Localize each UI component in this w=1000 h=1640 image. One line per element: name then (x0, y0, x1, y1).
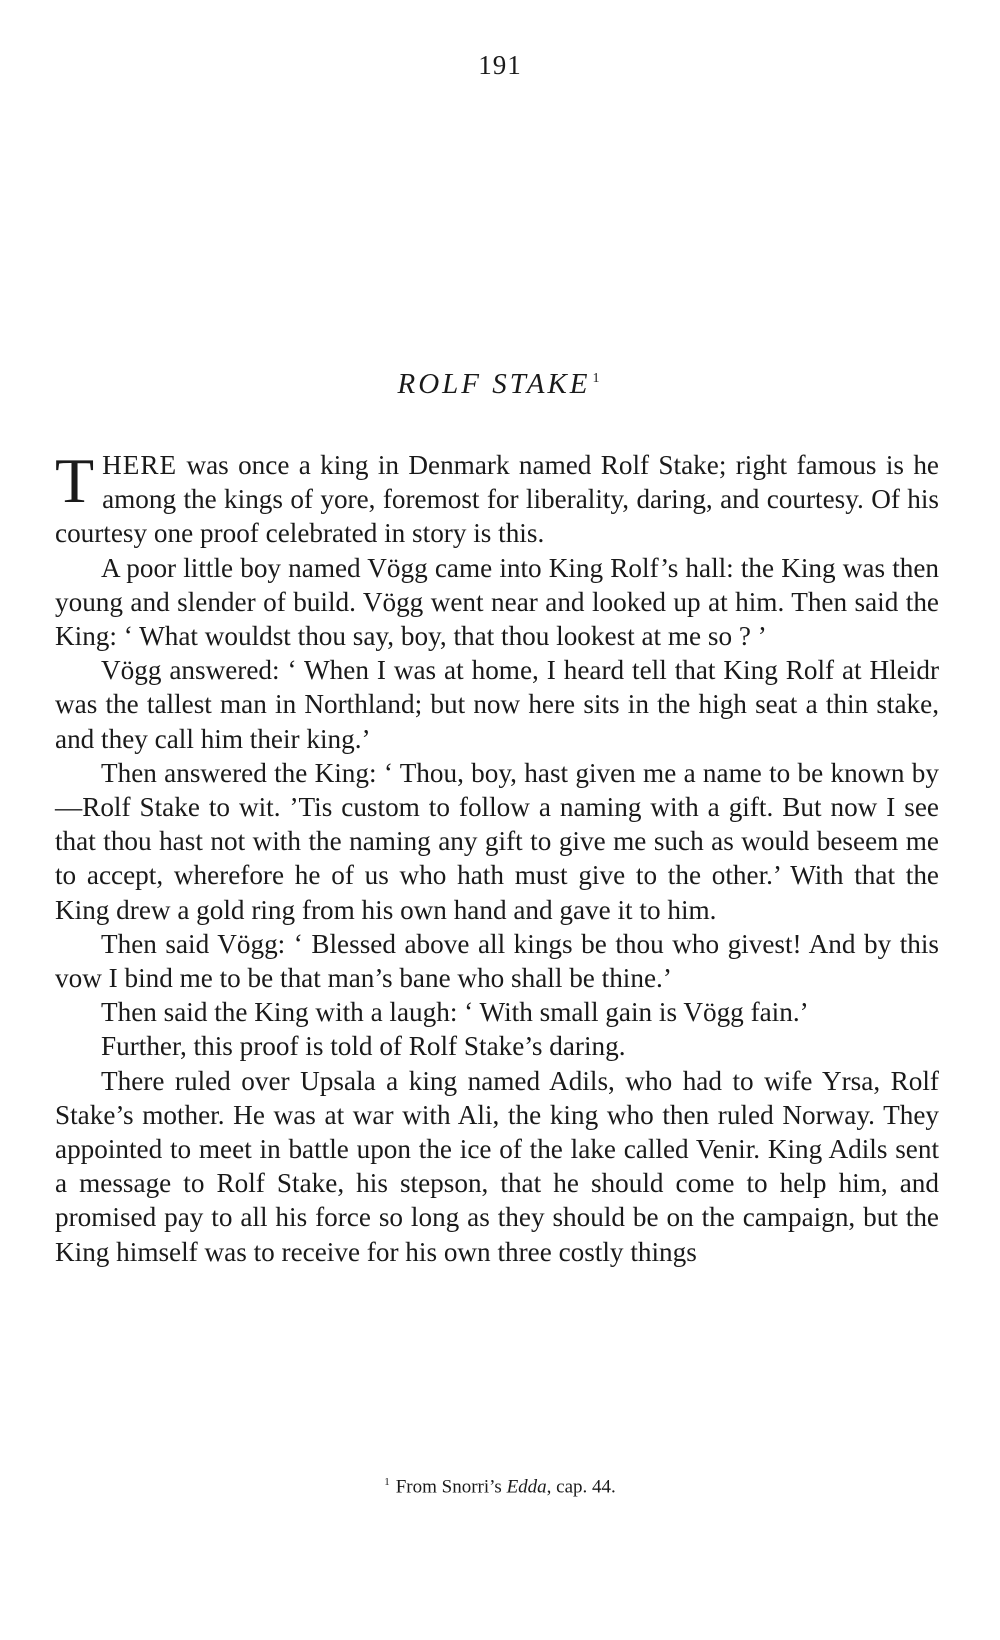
first-word-rest: HERE (102, 450, 178, 480)
title-footnote-mark: 1 (592, 371, 603, 387)
footnote-italic: Edda (506, 1476, 547, 1498)
paragraph-1-text: was once a king in Denmark named Rolf Stake; right famous is he among the kings of yore, foremost for liberality, daring, and courtesy. Of his courtesy one proof celebrated in story is this. (55, 450, 939, 549)
paragraph-1 (55, 445, 939, 551)
paragraph-5: Then said Vögg: ‘ Blessed above all kings be thou who givest! And by this vow I bind me to be that man’s bane who shall be thine.’ (55, 928, 939, 994)
chapter-title-text: ROLF STAKE (397, 368, 591, 400)
paragraph-2: A poor little boy named Vögg came into King Rolf’s hall: the King was then young and slender of build. Vögg went near and looked up at him. Then said the King: ‘ What wouldst thou say, boy, that thou lookest at me so ? ’ (55, 552, 939, 652)
chapter-title (0, 368, 1000, 401)
page-number: 191 (478, 50, 522, 80)
paragraph-6: Then said the King with a laugh: ‘ With small gain is Vögg fain.’ (101, 997, 809, 1028)
footnote (0, 1476, 1000, 1498)
footnote-mark: 1 (384, 1476, 390, 1488)
paragraph-8: There ruled over Upsala a king named Adils, who had to wife Yrsa, Rolf Stake’s mother. He was at war with Ali, the king who then ruled Norway. They appointed to meet in battle upon the ice of the lake called Venir. King Adils sent a message to Rolf Stake, his stepson, that he should come to help him, and promised pay to all his force so long as they should be on the campaign, but the King himself was to receive for his own three costly things (55, 1065, 939, 1267)
paragraph-3: Vögg answered: ‘ When I was at home, I heard tell that King Rolf at Hleidr was the tallest man in Northland; but now here sits in the high seat a thin stake, and they call him their king.’ (55, 655, 939, 754)
drop-cap: T (55, 445, 95, 516)
footnote-suffix: , cap. 44. (546, 1476, 616, 1498)
footnote-prefix: From Snorri’s (395, 1476, 507, 1498)
paragraph-7: Further, this proof is told of Rolf Stake’s daring. (101, 1031, 626, 1062)
paragraph-4: Then answered the King: ‘ Thou, boy, hast given me a name to be known by—Rolf Stake to wit. ’Tis custom to follow a naming with a gift. But now I see that thou hast not with the naming any gift to give me such as would beseem me to accept, wherefore he of us who hath must give to the other.’ With that the King drew a gold ring from his own hand and gave it to him. (55, 757, 939, 925)
body-text (55, 445, 939, 1269)
